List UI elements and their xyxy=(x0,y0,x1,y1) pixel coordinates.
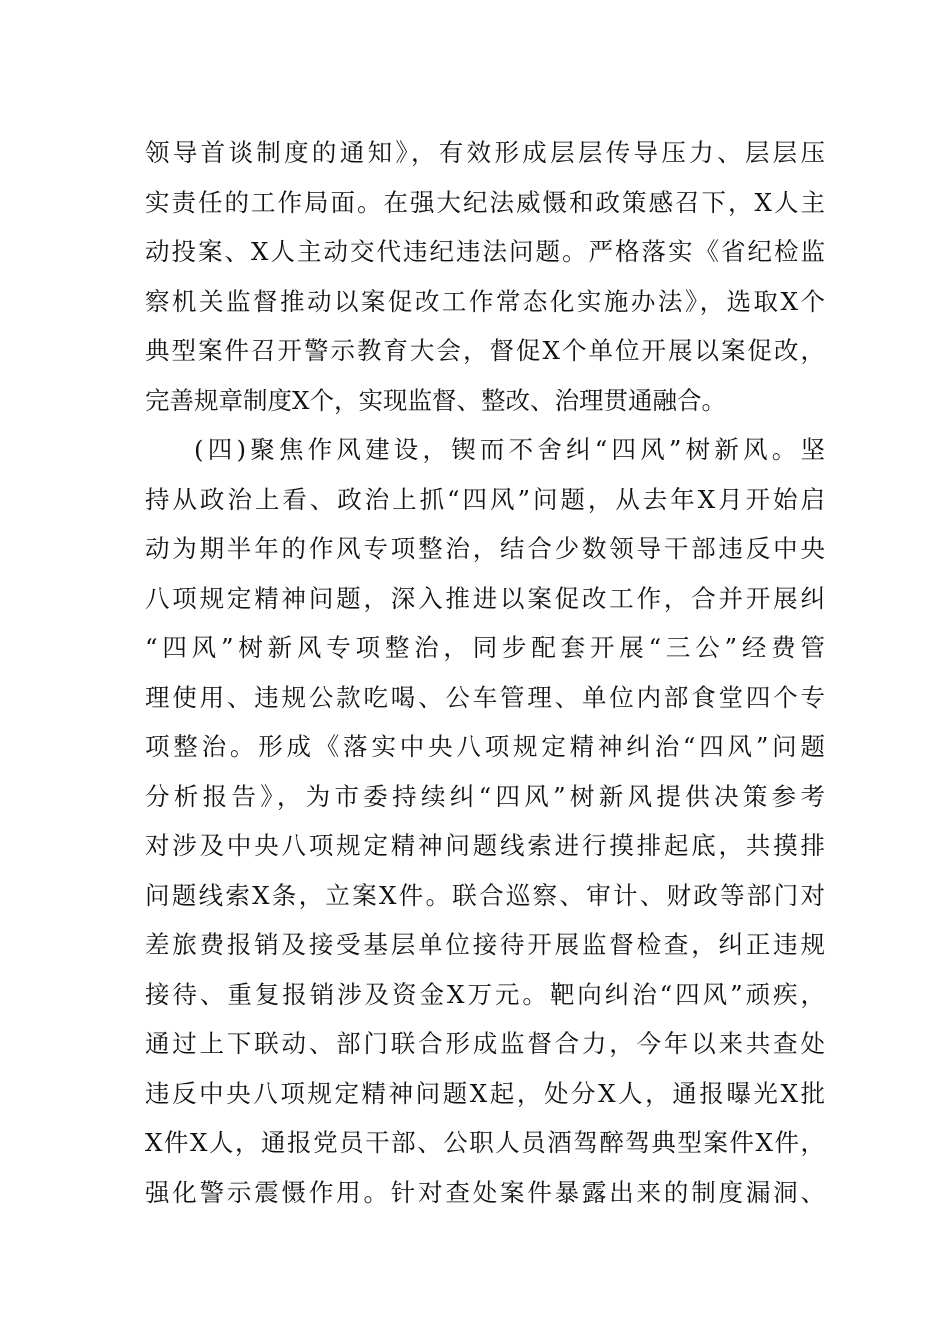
text-line: 对涉及中央八项规定精神问题线索进行摸排起底，共摸排 xyxy=(145,831,825,860)
text-line: “四风”树新风专项整治，同步配套开展“三公”经费管 xyxy=(145,633,825,662)
text-line: 察机关监督推动以案促改工作常态化实施办法》，选取X个 xyxy=(145,286,825,316)
text-line: 理使用、违规公款吃喝、公车管理、单位内部食堂四个专 xyxy=(145,682,825,712)
text-line: 实责任的工作局面。在强大纪法威慑和政策感召下，X人主 xyxy=(145,187,825,217)
text-line: 典型案件召开警示教育大会，督促X个单位开展以案促改， xyxy=(145,336,825,365)
text-line: 强化警示震慑作用。针对查处案件暴露出来的制度漏洞、 xyxy=(145,1177,825,1207)
text-line: 领导首谈制度的通知》，有效形成层层传导压力、层层压 xyxy=(145,138,825,167)
text-line: 项整治。形成《落实中央八项规定精神纠治“四风”问题 xyxy=(145,732,825,761)
body-text xyxy=(145,128,825,1217)
text-line: 分析报告》，为市委持续纠“四风”树新风提供决策参考 xyxy=(145,781,825,811)
text-line: 通过上下联动、部门联合形成监督合力，今年以来共查处 xyxy=(145,1029,825,1058)
text-line: 完善规章制度X个，实现监督、整改、治理贯通融合。 xyxy=(145,385,726,415)
text-line: 差旅费报销及接受基层单位接待开展监督检查，纠正违规 xyxy=(145,930,825,959)
text-line: 违反中央八项规定精神问题X起，处分X人，通报曝光X批 xyxy=(145,1078,825,1108)
text-line: 动为期半年的作风专项整治，结合少数领导干部违反中央 xyxy=(145,534,825,563)
text-line: 动投案、X人主动交代违纪违法问题。严格落实《省纪检监 xyxy=(145,237,825,266)
section-heading-line: (四)聚焦作风建设，锲而不舍纠“四风”树新风。坚 xyxy=(194,435,825,464)
text-line: X件X人，通报党员干部、公职人员酒驾醉驾典型案件X件， xyxy=(145,1128,825,1157)
text-line: 八项规定精神问题，深入推进以案促改工作，合并开展纠 xyxy=(145,583,825,613)
text-line: 持从政治上看、政治上抓“四风”问题，从去年X月开始启 xyxy=(145,484,825,514)
text-line: 接待、重复报销涉及资金X万元。靶向纠治“四风”顽疾， xyxy=(145,979,825,1009)
text-line: 问题线索X条，立案X件。联合巡察、审计、财政等部门对 xyxy=(145,880,825,910)
